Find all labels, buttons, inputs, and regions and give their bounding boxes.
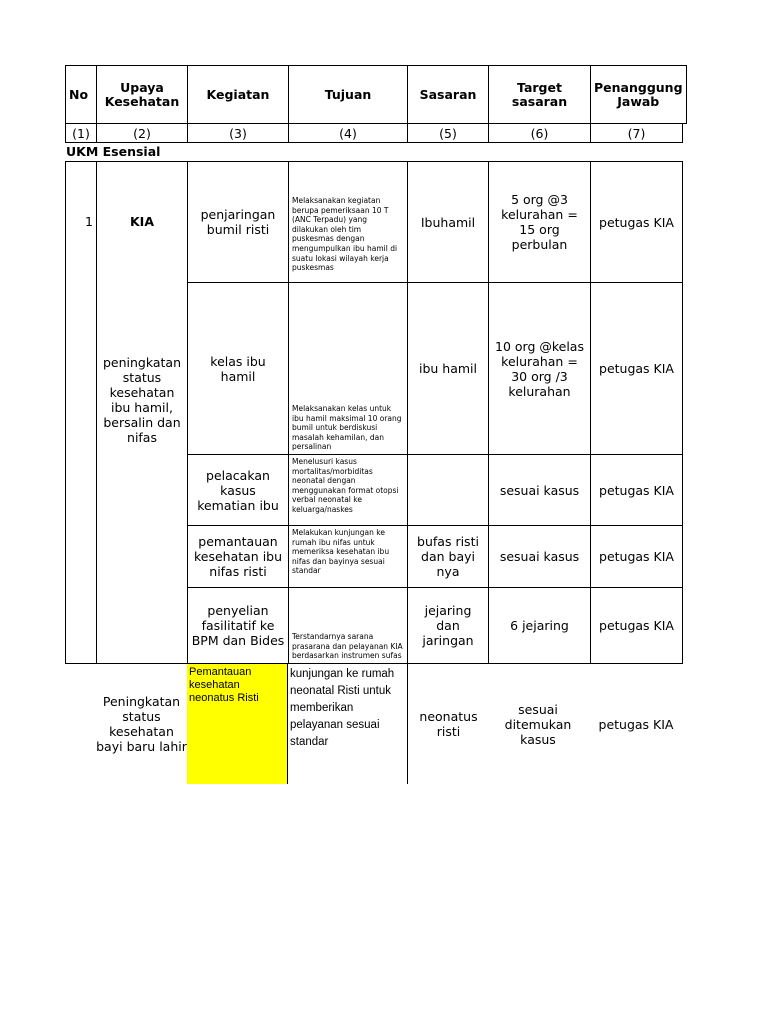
tujuan-cell: Menelusuri kasus mortalitas/morbiditas neonatal dengan menggunakan format otopsi verbal neonatal ke keluarga/naskes — [289, 455, 408, 526]
target-cell: 5 org @3 kelurahan = 15 org perbulan — [489, 162, 591, 283]
header-sasaran: Sasaran — [408, 66, 489, 124]
header-tujuan: Tujuan — [289, 66, 408, 124]
header-upaya: Upaya Kesehatan — [97, 66, 188, 124]
pj-cell: petugas KIA — [591, 283, 683, 455]
kegiatan-cell: kelas ibu hamil — [188, 283, 289, 455]
tujuan-cell: Melaksanakan kegiatan berupa pemeriksaan 10 T (ANC Terpadu) yang dilakukan oleh tim puskesmas dengan mengumpulkan ibu hamil di suatu lokasi wilayah kerja puskesmas — [289, 162, 408, 283]
row-number: 1 — [66, 162, 97, 283]
header-row — [66, 66, 687, 124]
tujuan-cell: Melakukan kunjungan ke rumah ibu nifas untuk memeriksa kesehatan ibu nifas dan bayinya sesuai standar — [289, 526, 408, 588]
table-row — [66, 162, 683, 283]
col-number: (5) — [408, 124, 489, 143]
column-number-row — [66, 124, 683, 143]
col-number: (7) — [591, 124, 683, 143]
col-number: (1) — [66, 124, 97, 143]
col-number: (4) — [289, 124, 408, 143]
target-cell: 10 org @kelas kelurahan = 30 org /3 kelurahan — [489, 283, 591, 455]
pj-cell: petugas KIA — [591, 588, 683, 664]
header-target: Target sasaran — [489, 66, 591, 124]
sasaran-cell: ibu hamil — [408, 283, 489, 455]
main-table — [65, 161, 683, 664]
kegiatan-cell: pelacakan kasus kematian ibu — [188, 455, 289, 526]
sasaran-cell: bufas risti dan bayi nya — [408, 526, 489, 588]
pj-neonatus: petugas KIA — [598, 716, 674, 732]
section-title: UKM Esensial — [66, 144, 161, 159]
pj-cell: petugas KIA — [591, 455, 683, 526]
pj-cell: petugas KIA — [591, 162, 683, 283]
tujuan-cell: Terstandarnya sarana prasarana dan pelayanan KIA berdasarkan instrumen sufas — [289, 588, 408, 664]
sasaran-neonatus: neonatus risti — [419, 709, 478, 739]
target-cell: 6 jejaring — [489, 588, 591, 664]
target-cell: sesuai kasus — [489, 526, 591, 588]
kegiatan-cell: penjaringan bumil risti — [188, 162, 289, 283]
kegiatan-cell: pemantauan kesehatan ibu nifas risti — [188, 526, 289, 588]
extra-row — [65, 664, 682, 784]
pj-cell: petugas KIA — [591, 526, 683, 588]
tujuan-neonatus: kunjungan ke rumah neonatal Risti untuk memberikan pelayanan sesuai standar — [290, 668, 395, 748]
header-no: No — [66, 66, 97, 124]
header-pj: Penanggung Jawab — [591, 66, 687, 124]
header-kegiatan: Kegiatan — [188, 66, 289, 124]
row-number-empty — [66, 283, 97, 664]
upaya-peningkatan-ibu: peningkatan status kesehatan ibu hamil, bersalin dan nifas — [97, 283, 188, 664]
target-cell: sesuai kasus — [489, 455, 591, 526]
kegiatan-neonatus: Pemantauan kesehatan neonatus Risti — [189, 666, 259, 704]
header-table — [65, 65, 687, 124]
upaya-bayi-baru-lahir: Peningkatan status kesehatan bayi baru lahir — [96, 694, 187, 754]
sasaran-cell: jejaring dan jaringan — [408, 588, 489, 664]
kegiatan-cell: penyelian fasilitatif ke BPM dan Bides — [188, 588, 289, 664]
target-neonatus: sesuai ditemukan kasus — [504, 701, 572, 747]
col-number: (6) — [489, 124, 591, 143]
sasaran-cell — [408, 455, 489, 526]
table-row — [66, 283, 683, 455]
col-number: (2) — [97, 124, 188, 143]
tujuan-cell: Melaksanakan kelas untuk ibu hamil maksimal 10 orang bumil untuk berdiskusi masalah kehamilan, dan persalinan — [289, 283, 408, 455]
upaya-kia: KIA — [97, 162, 188, 283]
column-number-table — [65, 123, 683, 143]
col-number: (3) — [188, 124, 289, 143]
sasaran-cell: Ibuhamil — [408, 162, 489, 283]
